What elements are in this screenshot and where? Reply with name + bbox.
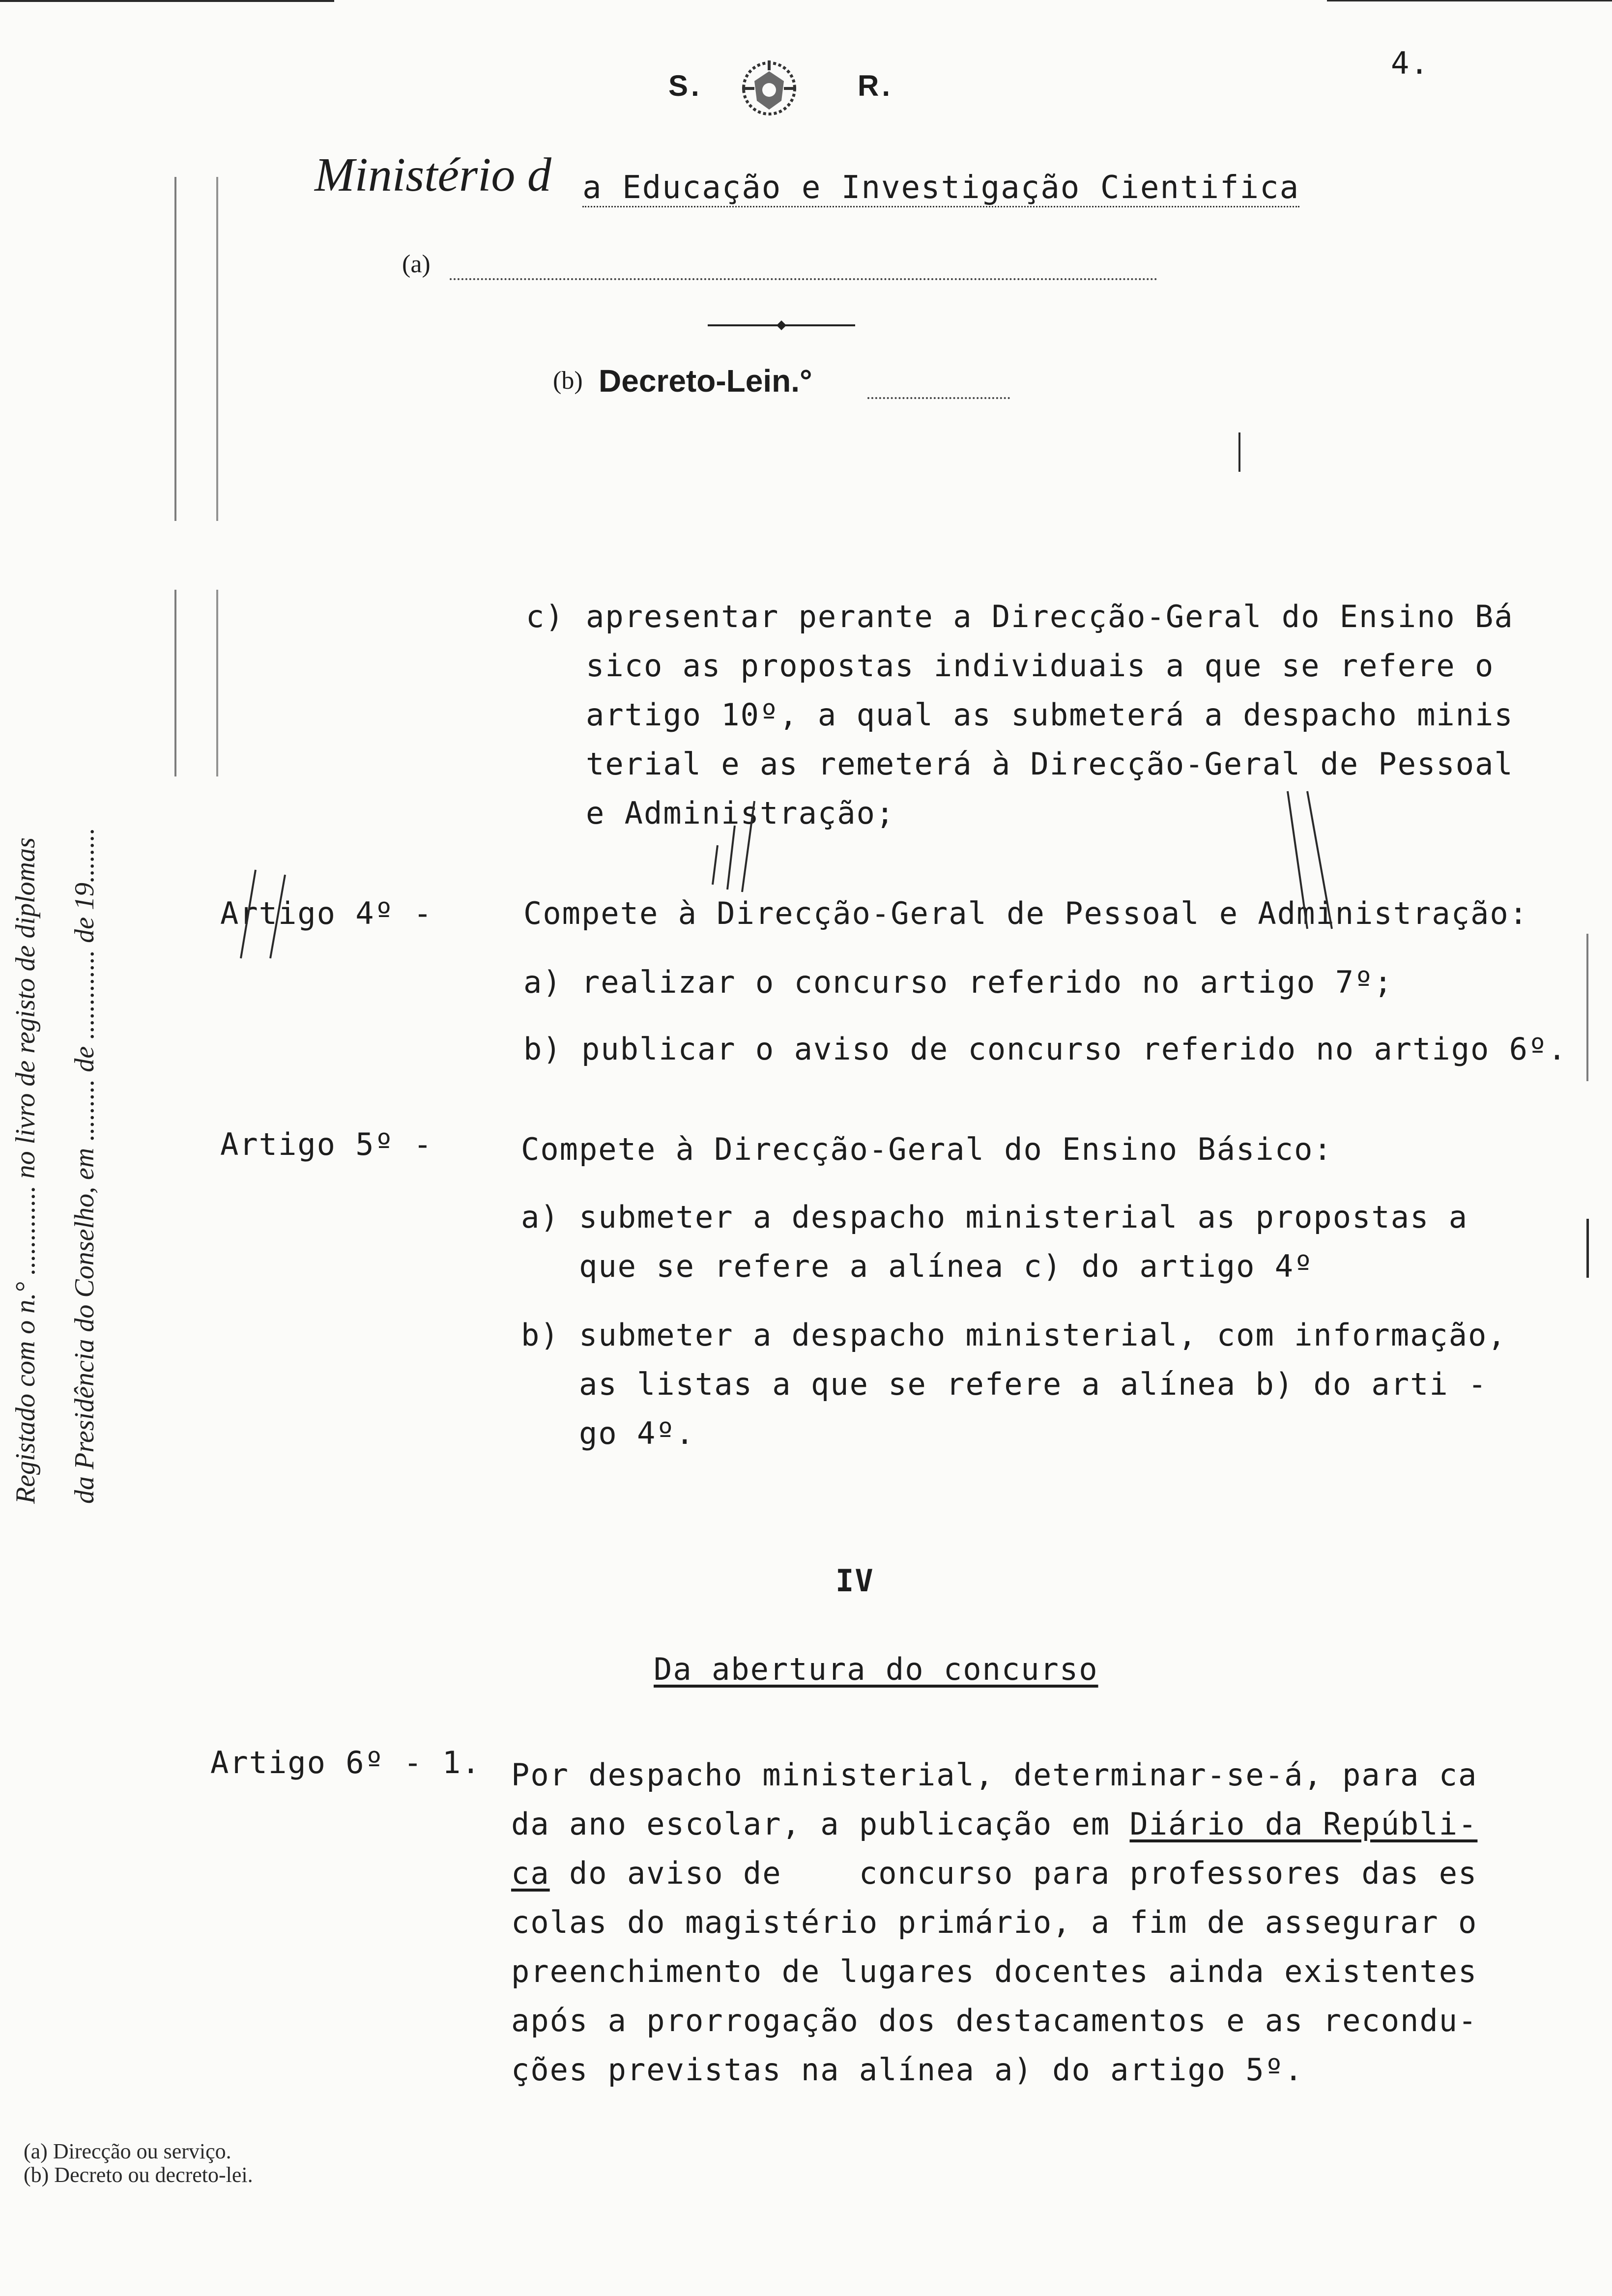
artigo-6-line-5: preenchimento de lugares docentes ainda existentes bbox=[511, 1953, 1478, 1989]
pencil-mark-right-edge-1 bbox=[1586, 934, 1588, 1081]
coat-of-arms-emblem bbox=[732, 52, 806, 125]
artigo-4-heading: Artigo 4º - bbox=[220, 895, 433, 931]
ornament-divider bbox=[708, 319, 855, 331]
scan-edge-top bbox=[0, 0, 334, 2]
artigo-4-intro: Compete à Direcção-Geral de Pessoal e Administração: bbox=[523, 895, 1529, 931]
margin-stamp-line-2: da Presidência do Conselho, em ......... de ............. de 19........ bbox=[69, 828, 100, 1504]
artigo-4-item-a: a) realizar o concurso referido no artigo 7º; bbox=[523, 964, 1393, 1000]
pencil-stroke-right bbox=[1278, 786, 1342, 934]
artigo-5-heading: Artigo 5º - bbox=[220, 1126, 433, 1162]
registration-margin-stamp bbox=[10, 545, 123, 1504]
item-c-line-5: e Administração; bbox=[586, 795, 895, 831]
item-c-line-3: artigo 10º, a qual as submeterá a despacho minis bbox=[586, 697, 1514, 733]
item-c-line-2: sico as propostas individuais a que se refere o bbox=[586, 648, 1495, 684]
decree-label-b: (b) bbox=[553, 367, 583, 395]
artigo-5-item-a-label: a) bbox=[521, 1199, 560, 1235]
artigo-5-item-b-label: b) bbox=[521, 1317, 560, 1353]
pencil-mark-left-4 bbox=[216, 590, 218, 776]
artigo-6-line-1: Por despacho ministerial, determinar-se-á, para ca bbox=[511, 1757, 1478, 1793]
artigo-6-heading: Artigo 6º - 1. bbox=[210, 1745, 481, 1780]
ministry-title-suffix: a Educação e Investigação Cientifica bbox=[582, 170, 1299, 206]
pencil-mark-left-3 bbox=[174, 590, 176, 776]
artigo-5-item-b-line-2: as listas a que se refere a alínea b) do arti - bbox=[579, 1366, 1488, 1402]
field-a-label: (a) bbox=[402, 250, 431, 278]
artigo-6-line-6: após a prorrogação dos destacamentos e as recondu- bbox=[511, 2003, 1478, 2038]
pencil-mark-right-edge-2 bbox=[1586, 1219, 1589, 1278]
page-number: 4. bbox=[1391, 45, 1430, 81]
footnote-b: (b) Decreto ou decreto-lei. bbox=[24, 2163, 253, 2187]
field-a-dotted-line bbox=[450, 278, 1157, 280]
section-title: Da abertura do concurso bbox=[654, 1651, 1098, 1687]
section-number: IV bbox=[835, 1563, 874, 1599]
artigo-6-line-4: colas do magistério primário, a fim de assegurar o bbox=[511, 1904, 1478, 1940]
pencil-mark-right-1 bbox=[1238, 432, 1240, 472]
item-c-line-4: terial e as remeterá à Direcção-Geral de Pessoal bbox=[586, 746, 1514, 782]
footnote-a: (a) Direcção ou serviço. bbox=[24, 2139, 231, 2163]
artigo-4-item-b: b) publicar o aviso de concurso referido no artigo 6º. bbox=[523, 1031, 1567, 1067]
artigo-6-line-7: ções previstas na alínea a) do artigo 5º. bbox=[511, 2052, 1304, 2088]
pencil-mark-left-2 bbox=[216, 177, 218, 521]
pencil-mark-left-1 bbox=[174, 177, 176, 521]
decree-title: Decreto-Lein.° bbox=[599, 363, 812, 399]
item-c-line-1: apresentar perante a Direcção-Geral do Ensino Bá bbox=[586, 599, 1514, 634]
pencil-stroke-artigo-4 bbox=[221, 865, 295, 963]
artigo-5-item-b-line-3: go 4º. bbox=[579, 1415, 695, 1451]
pencil-stroke-center bbox=[708, 786, 781, 894]
artigo-5-item-b-line-1: submeter a despacho ministerial, com informação, bbox=[579, 1317, 1507, 1353]
artigo-5-item-a-line-2: que se refere a alínea c) do artigo 4º bbox=[579, 1248, 1314, 1284]
header-r: R. bbox=[858, 69, 893, 102]
artigo-5-intro: Compete à Direcção-Geral do Ensino Básico: bbox=[521, 1131, 1333, 1167]
scan-edge-top-right bbox=[1327, 0, 1612, 1]
artigo-6-line-3: ca do aviso de concurso para professores das es bbox=[511, 1855, 1478, 1891]
item-c-label: c) bbox=[526, 599, 565, 634]
artigo-5-item-a-line-1: submeter a despacho ministerial as propostas a bbox=[579, 1199, 1468, 1235]
header-s: S. bbox=[668, 69, 702, 102]
decree-number-dotted-line bbox=[867, 397, 1010, 399]
ministry-title-prefix: Ministério d bbox=[315, 148, 551, 201]
artigo-6-line-2: da ano escolar, a publicação em Diário da Repúbli- bbox=[511, 1806, 1478, 1842]
margin-stamp-line-1: Registado com o n.° ............. no livro de registo de diplomas bbox=[10, 837, 41, 1504]
